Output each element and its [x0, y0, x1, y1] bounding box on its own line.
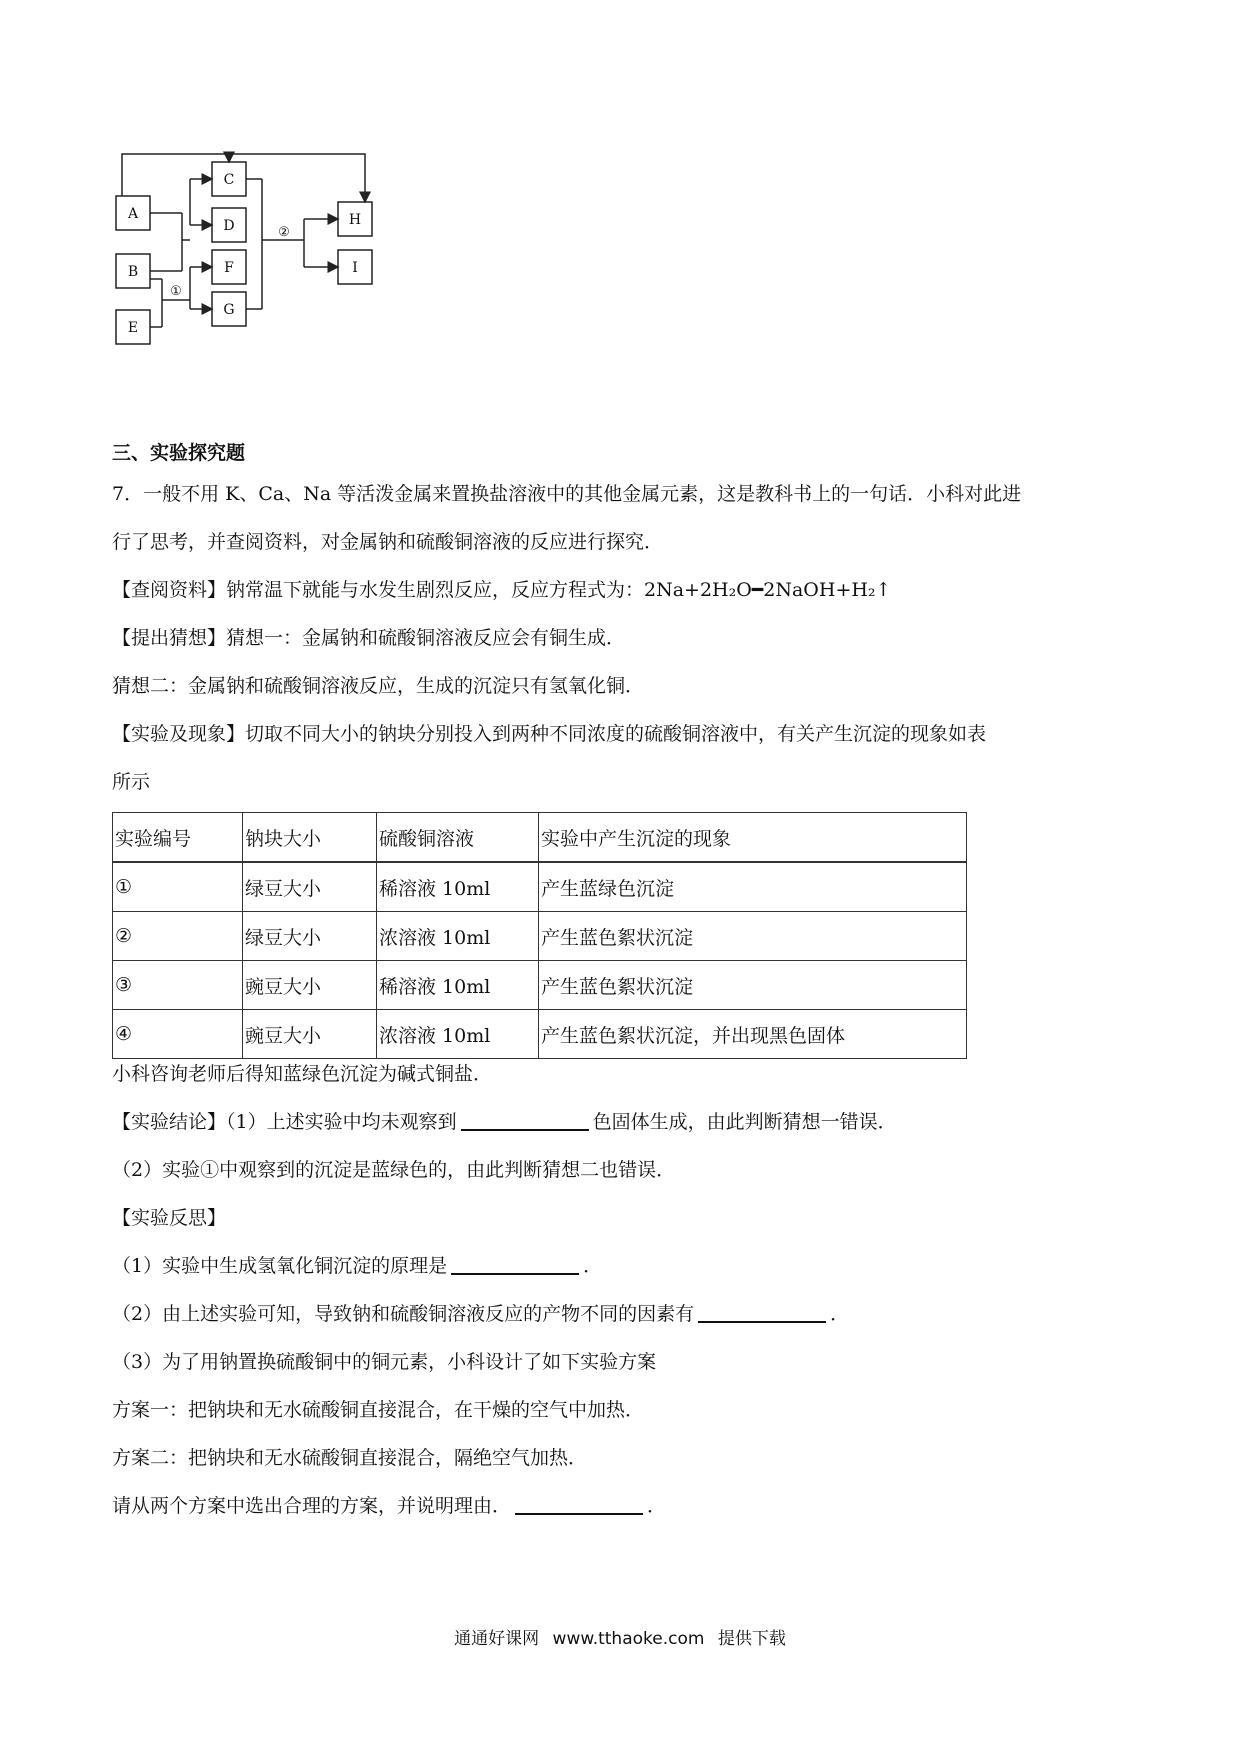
question-line-2: 行了思考，并查阅资料，对金属钠和硫酸铜溶液的反应进行探究． [112, 531, 664, 553]
table-cell: 产生蓝色絮状沉淀 [539, 912, 967, 961]
node-c: C [223, 172, 235, 188]
lookup-text: 【查阅资料】钠常温下就能与水发生剧烈反应，反应方程式为：2Na+2H₂O━2NaOH+H₂↑ [112, 579, 892, 601]
table-cell: 豌豆大小 [243, 1010, 377, 1059]
table-cell: 产生蓝色絮状沉淀，并出现黑色固体 [539, 1010, 967, 1059]
table-cell: ① [113, 862, 243, 912]
hypothesis-one: 【提出猜想】猜想一：金属钠和硫酸铜溶液反应会有铜生成． [112, 627, 626, 649]
plan-two: 方案二：把钠块和无水硫酸铜直接混合，隔绝空气加热． [112, 1447, 588, 1469]
table-cell: 产生蓝绿色沉淀 [539, 862, 967, 912]
table-cell: 产生蓝色絮状沉淀 [539, 961, 967, 1010]
marker-two: ② [278, 225, 290, 240]
reflection-two-text: （2）由上述实验可知，导致钠和硫酸铜溶液反应的产物不同的因素有 [112, 1303, 695, 1325]
table-cell: ④ [113, 1010, 243, 1059]
final-question [112, 1492, 666, 1520]
final-question-tail: ． [647, 1495, 667, 1517]
table-row [113, 1010, 967, 1059]
answer-blank-1[interactable] [461, 1109, 589, 1131]
header-cell: 钠块大小 [243, 813, 377, 863]
table-cell: 绿豆大小 [243, 862, 377, 912]
table-cell: ② [113, 912, 243, 961]
node-g: G [223, 302, 235, 318]
table-cell: 稀溶液 10ml [377, 862, 539, 912]
section-title: 三、实验探究题 [112, 442, 246, 464]
table-cell: 豌豆大小 [243, 961, 377, 1010]
node-h: H [348, 212, 362, 228]
table-row [113, 862, 967, 912]
table-row [113, 912, 967, 961]
table-row [113, 961, 967, 1010]
table-cell: 绿豆大小 [243, 912, 377, 961]
node-e: E [127, 320, 139, 336]
reaction-flow-diagram [112, 150, 402, 365]
node-f: F [224, 260, 234, 276]
reflection-one-tail: ． [583, 1255, 603, 1277]
table-header-row [113, 813, 967, 863]
node-i: I [352, 260, 358, 276]
experiment-line-2: 所示 [112, 771, 151, 793]
final-question-text: 请从两个方案中选出合理的方案，并说明理由． [112, 1495, 512, 1517]
node-d: D [223, 218, 235, 234]
footer-site: 通通好课网 [454, 1629, 540, 1649]
table-cell: 稀溶液 10ml [377, 961, 539, 1010]
conclusion-two: （2）实验①中观察到的沉淀是蓝绿色的，由此判断猜想二也错误． [112, 1159, 676, 1181]
experiment-table [112, 812, 967, 1059]
footer-url[interactable]: www.tthaoke.com [552, 1629, 705, 1649]
reflection-title: 【实验反思】 [112, 1207, 227, 1229]
answer-blank-4[interactable] [515, 1493, 643, 1515]
header-cell: 实验编号 [113, 813, 243, 863]
question-line-1: 7．一般不用 K、Ca、Na 等活泼金属来置换盐溶液中的其他金属元素，这是教科书上的一句话．小科对此进 [112, 483, 1022, 505]
reflection-two [112, 1300, 849, 1328]
reflection-one [112, 1252, 602, 1280]
footer-note: 提供下载 [717, 1629, 786, 1649]
reflection-three: （3）为了用钠置换硫酸铜中的铜元素，小科设计了如下实验方案 [112, 1351, 657, 1373]
plan-one: 方案一：把钠块和无水硫酸铜直接混合，在干燥的空气中加热． [112, 1399, 645, 1421]
hypothesis-two: 猜想二：金属钠和硫酸铜溶液反应，生成的沉淀只有氢氧化铜． [112, 675, 645, 697]
conclusion-one [112, 1108, 897, 1136]
header-cell: 实验中产生沉淀的现象 [539, 813, 967, 863]
after-table-note: 小科咨询老师后得知蓝绿色沉淀为碱式铜盐． [112, 1063, 493, 1085]
header-cell: 硫酸铜溶液 [377, 813, 539, 863]
page-footer [0, 1624, 1240, 1649]
table-cell: 浓溶液 10ml [377, 1010, 539, 1059]
answer-blank-2[interactable] [451, 1253, 579, 1275]
conclusion-one-tail: 色固体生成，由此判断猜想一错误． [592, 1111, 897, 1133]
table-cell: 浓溶液 10ml [377, 912, 539, 961]
experiment-line-1: 【实验及现象】切取不同大小的钠块分别投入到两种不同浓度的硫酸铜溶液中，有关产生沉淀的现象如表 [112, 723, 987, 745]
reflection-one-text: （1）实验中生成氢氧化铜沉淀的原理是 [112, 1255, 448, 1277]
table-cell: ③ [113, 961, 243, 1010]
reflection-two-tail: ． [830, 1303, 850, 1325]
answer-blank-3[interactable] [698, 1301, 826, 1323]
marker-one: ① [170, 284, 182, 299]
node-b: B [127, 264, 139, 280]
node-a: A [127, 206, 139, 222]
conclusion-one-text: 【实验结论】（1）上述实验中均未观察到 [112, 1111, 457, 1133]
